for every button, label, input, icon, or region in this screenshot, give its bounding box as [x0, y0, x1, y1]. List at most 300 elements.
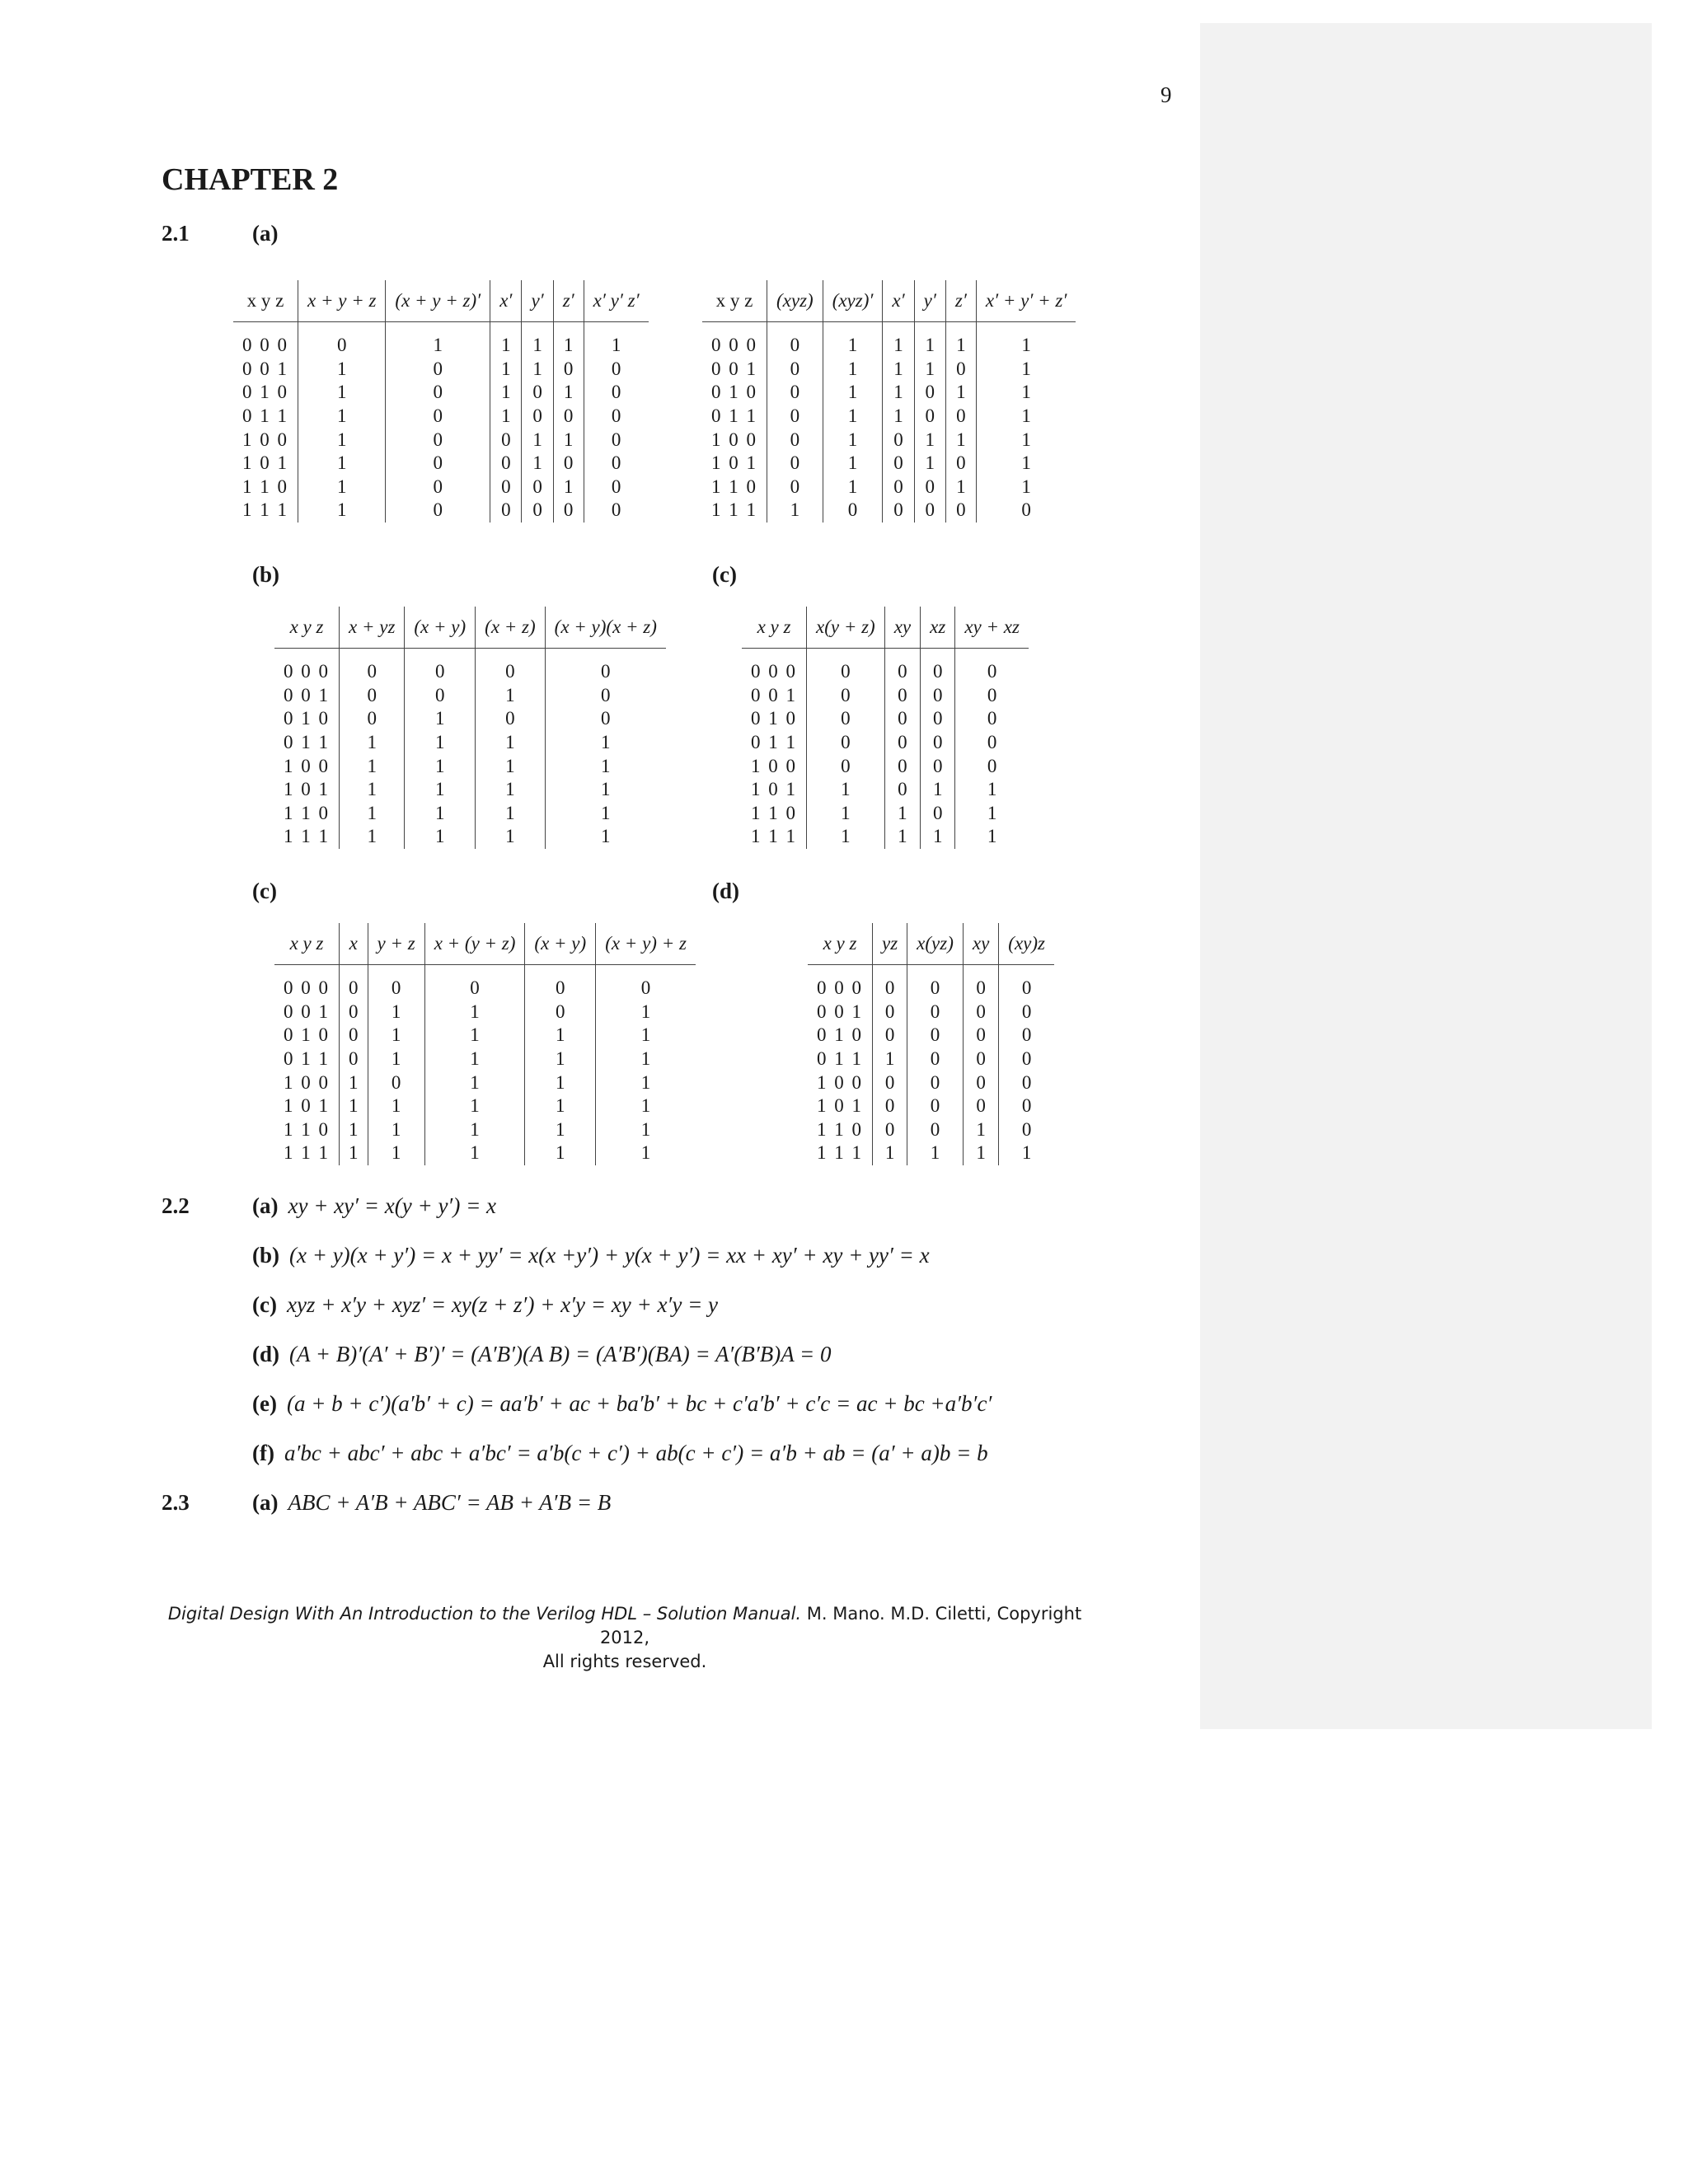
table-row	[742, 684, 1029, 708]
table-cell: 0	[584, 381, 648, 405]
table-cell: 1 0 0	[284, 1071, 330, 1093]
table-cell: 1	[921, 778, 955, 802]
table-row	[808, 1141, 1054, 1165]
table-cell: 0	[945, 452, 976, 476]
footer-rights: All rights reserved.	[542, 1652, 707, 1671]
part-c-label: (c)	[712, 562, 737, 587]
table-cell: 1	[490, 381, 522, 405]
table-cell: 1	[945, 476, 976, 499]
table-row	[742, 731, 1029, 755]
table-cell: 0	[883, 452, 914, 476]
footer-copyright	[162, 1602, 1088, 1674]
table-cell: 1	[424, 1071, 525, 1094]
table-cell: 0	[490, 476, 522, 499]
equation-text: ABC + A′B + ABC′ = AB + A′B = B	[288, 1490, 612, 1515]
table-cell: 0	[963, 1047, 998, 1071]
table-row	[742, 802, 1029, 826]
table-cell: 1	[340, 1071, 368, 1094]
equation-text: (x + y)(x + y′) = x + yy′ = x(x +y′) + y(x + y′) = xx + xy′ + xy + yy′ = x	[289, 1243, 930, 1268]
table-cell: 0	[945, 358, 976, 382]
table-cell: 1	[823, 476, 883, 499]
table-cell: 0	[340, 649, 405, 684]
equation-label: (a)	[252, 1490, 279, 1515]
table-cell: 1	[298, 452, 386, 476]
table-cell: 1	[476, 754, 546, 778]
table-cell: 1 0 0	[711, 429, 757, 450]
table-cell: 0	[963, 1094, 998, 1118]
table-cell: 0	[914, 499, 945, 523]
column-header: x + yz	[340, 607, 405, 649]
table-cell: 1	[424, 1094, 525, 1118]
table-row	[274, 1141, 696, 1165]
table-cell: 0	[907, 1001, 964, 1024]
table-cell: 0	[907, 1118, 964, 1142]
table-cell: 1	[405, 802, 476, 826]
table-cell: 1 0 0	[817, 1071, 863, 1093]
column-header: x	[340, 923, 368, 965]
table-cell: 1 1 1	[711, 499, 757, 521]
table-row	[274, 965, 696, 1001]
table-cell: 0	[386, 428, 490, 452]
table-cell: 1	[525, 1118, 596, 1142]
table-cell: 1	[807, 825, 885, 849]
column-header: x′	[883, 280, 914, 322]
table-cell: 1	[914, 428, 945, 452]
table-cell: 1	[368, 1118, 424, 1142]
table-cell: 1 1 1	[242, 499, 288, 521]
table-cell: 0	[963, 1001, 998, 1024]
table-row	[233, 358, 649, 382]
table-cell: 0 1 1	[711, 405, 757, 427]
part-c-label-2: (c)	[252, 879, 277, 903]
table-cell: 0	[807, 707, 885, 731]
table-cell: 1	[298, 428, 386, 452]
table-cell: 1	[424, 1141, 525, 1165]
equation-text: xy + xy′ = x(y + y′) = x	[288, 1193, 497, 1218]
table-cell: 1	[545, 754, 666, 778]
table-cell: 1	[298, 358, 386, 382]
table-cell: 0	[921, 802, 955, 826]
table-cell: 0	[522, 476, 553, 499]
table-cell: 1 1 1	[284, 1142, 330, 1164]
table-row	[702, 358, 1076, 382]
table-cell: 1	[976, 452, 1076, 476]
table-cell: 0	[807, 731, 885, 755]
table-cell: 1	[405, 754, 476, 778]
table-cell: 1	[522, 452, 553, 476]
table-cell: 1	[883, 381, 914, 405]
equation-label: (b)	[252, 1243, 279, 1268]
table-cell: 0	[584, 452, 648, 476]
table-cell: 1 1 0	[751, 802, 797, 823]
table-cell: 1	[596, 1141, 696, 1165]
table-row	[274, 707, 666, 731]
table-cell: 1	[340, 1118, 368, 1142]
table-cell: 0	[884, 731, 920, 755]
table-cell: 1	[340, 802, 405, 826]
table-cell: 1	[596, 1071, 696, 1094]
table-cell: 1	[873, 1141, 907, 1165]
table-cell: 1	[525, 1047, 596, 1071]
table-cell: 0	[883, 499, 914, 523]
table-cell: 1 0 0	[242, 429, 288, 450]
column-header: x′ y′ z′	[584, 280, 648, 322]
table-cell: 0	[340, 1001, 368, 1024]
column-header: (x + y) + z	[596, 923, 696, 965]
table-header-row	[702, 280, 1076, 322]
table-cell: 1	[907, 1141, 964, 1165]
table-cell: 1	[476, 825, 546, 849]
table-cell: 0	[807, 754, 885, 778]
equation-2-2f	[252, 1441, 988, 1466]
table-cell: 0 1 1	[751, 732, 797, 753]
table-cell: 0	[368, 965, 424, 1001]
table-cell: 0	[963, 965, 998, 1001]
table-cell: 0	[584, 476, 648, 499]
equation-text: (a + b + c′)(a′b′ + c) = aa′b′ + ac + ba′b′ + bc + c′a′b′ + c′c = ac + bc +a′b′c′	[286, 1391, 992, 1416]
table-cell: 0 0 0	[242, 335, 288, 356]
table-cell: 0 0 0	[284, 661, 330, 682]
table-cell: 1	[405, 778, 476, 802]
table-cell: 0	[553, 405, 584, 429]
table-cell: 0 1 0	[711, 382, 757, 403]
column-header: x y z	[274, 923, 340, 965]
table-row	[742, 778, 1029, 802]
table-cell: 0	[883, 476, 914, 499]
table-cell: 1	[424, 1118, 525, 1142]
table-cell: 1	[490, 322, 522, 358]
table-cell: 0	[955, 707, 1029, 731]
column-header: x(yz)	[907, 923, 964, 965]
chapter-title: CHAPTER 2	[162, 162, 339, 197]
table-row	[274, 731, 666, 755]
table-row	[233, 405, 649, 429]
table-cell: 0	[884, 754, 920, 778]
table-cell: 1	[914, 322, 945, 358]
table-cell: 1	[340, 778, 405, 802]
table-cell: 1	[476, 778, 546, 802]
table-cell: 0	[767, 476, 823, 499]
table-cell: 0	[525, 965, 596, 1001]
column-header: x y z	[808, 923, 873, 965]
table-row	[702, 476, 1076, 499]
section-2-3: 2.3	[162, 1490, 190, 1515]
table-cell: 0	[340, 965, 368, 1001]
table-row	[808, 1024, 1054, 1047]
table-cell: 0 1 0	[242, 382, 288, 403]
table-cell: 1	[298, 499, 386, 523]
table-cell: 1	[945, 322, 976, 358]
table-cell: 0	[767, 428, 823, 452]
table-cell: 0	[553, 499, 584, 523]
table-cell: 0	[386, 381, 490, 405]
table-cell: 1	[424, 1024, 525, 1047]
table-cell: 1	[596, 1094, 696, 1118]
table-row	[274, 1047, 696, 1071]
table-row	[274, 825, 666, 849]
table-cell: 0	[945, 405, 976, 429]
table-header-row	[274, 923, 696, 965]
table-cell: 1	[405, 731, 476, 755]
table-row	[233, 499, 649, 523]
margin-panel	[1200, 23, 1652, 1729]
column-header: x y z	[233, 280, 298, 322]
table-cell: 1	[340, 754, 405, 778]
table-cell: 0	[976, 499, 1076, 523]
table-cell: 0	[914, 405, 945, 429]
table-cell: 1	[963, 1141, 998, 1165]
table-cell: 0 1 0	[284, 1024, 330, 1046]
table-cell: 0	[873, 1094, 907, 1118]
table-row	[233, 322, 649, 358]
table-cell: 0	[823, 499, 883, 523]
table-row	[233, 452, 649, 476]
table-cell: 1	[945, 381, 976, 405]
table-cell: 0	[999, 1001, 1054, 1024]
table-cell: 0	[921, 754, 955, 778]
table-row	[742, 707, 1029, 731]
table-cell: 0	[584, 499, 648, 523]
table-cell: 0	[525, 1001, 596, 1024]
table-row	[742, 649, 1029, 684]
table-row	[742, 754, 1029, 778]
truth-table-2-1c	[742, 607, 1029, 849]
column-header: (x + y + z)′	[386, 280, 490, 322]
table-cell: 0	[386, 499, 490, 523]
column-header: (xyz)′	[823, 280, 883, 322]
table-cell: 1	[525, 1071, 596, 1094]
column-header: x(y + z)	[807, 607, 885, 649]
table-row	[702, 322, 1076, 358]
table-cell: 0	[767, 452, 823, 476]
table-cell: 1 1 0	[711, 476, 757, 497]
table-cell: 0 1 1	[284, 1048, 330, 1070]
table-cell: 1	[955, 778, 1029, 802]
table-cell: 1	[490, 405, 522, 429]
table-cell: 1 0 1	[284, 1095, 330, 1117]
table-cell: 0 0 1	[751, 684, 797, 705]
table-cell: 1	[545, 778, 666, 802]
table-cell: 0	[340, 707, 405, 731]
table-cell: 0 0 0	[284, 977, 330, 999]
table-cell: 0	[914, 381, 945, 405]
table-cell: 0	[584, 358, 648, 382]
table-row	[274, 1024, 696, 1047]
table-row	[274, 1071, 696, 1094]
table-cell: 1	[490, 358, 522, 382]
part-d-label: (d)	[712, 879, 739, 903]
table-cell: 1	[883, 358, 914, 382]
footer-book-title: Digital Design With An Introduction to the Verilog HDL – Solution Manual.	[167, 1604, 802, 1624]
table-cell: 1 1 0	[817, 1118, 863, 1140]
truth-table-2-1a-left	[233, 280, 649, 523]
table-cell: 1	[823, 358, 883, 382]
table-cell: 0	[907, 1024, 964, 1047]
table-cell: 1	[368, 1047, 424, 1071]
table-cell: 1	[525, 1024, 596, 1047]
table-cell: 1	[823, 405, 883, 429]
table-cell: 0	[340, 1047, 368, 1071]
table-cell: 1	[823, 452, 883, 476]
table-row	[808, 1001, 1054, 1024]
table-cell: 1	[405, 707, 476, 731]
table-cell: 0 0 0	[817, 977, 863, 999]
column-header: yz	[873, 923, 907, 965]
equation-text: xyz + x′y + xyz′ = xy(z + z′) + x′y = xy + x′y = y	[286, 1292, 719, 1317]
table-cell: 0	[522, 499, 553, 523]
table-cell: 0	[907, 965, 964, 1001]
table-cell: 1	[298, 405, 386, 429]
table-cell: 0	[584, 428, 648, 452]
table-row	[808, 1094, 1054, 1118]
table-cell: 0	[921, 649, 955, 684]
table-cell: 0	[368, 1071, 424, 1094]
table-row	[808, 965, 1054, 1001]
table-cell: 1	[596, 1118, 696, 1142]
table-cell: 0 1 1	[817, 1048, 863, 1070]
table-row	[808, 1118, 1054, 1142]
table-cell: 0	[405, 684, 476, 708]
table-cell: 1	[553, 381, 584, 405]
table-cell: 1 0 1	[711, 452, 757, 474]
table-cell: 1	[522, 428, 553, 452]
table-cell: 0 1 0	[817, 1024, 863, 1046]
table-cell: 0	[907, 1047, 964, 1071]
table-cell: 1	[976, 476, 1076, 499]
equation-label: (c)	[252, 1292, 277, 1317]
table-cell: 1	[368, 1141, 424, 1165]
table-row	[233, 476, 649, 499]
table-cell: 1	[955, 802, 1029, 826]
table-cell: 1	[545, 802, 666, 826]
table-cell: 0	[873, 1001, 907, 1024]
table-cell: 1 1 1	[817, 1142, 863, 1164]
table-cell: 0	[807, 649, 885, 684]
table-cell: 0	[767, 405, 823, 429]
column-header: (xyz)	[767, 280, 823, 322]
table-cell: 0	[807, 684, 885, 708]
table-cell: 1	[873, 1047, 907, 1071]
table-cell: 1 1 0	[242, 476, 288, 497]
equation-2-2c	[252, 1292, 718, 1318]
table-cell: 1	[596, 1047, 696, 1071]
equation-2-2b	[252, 1243, 930, 1268]
table-row	[702, 499, 1076, 523]
table-row	[274, 1118, 696, 1142]
table-cell: 0	[424, 965, 525, 1001]
table-cell: 1	[424, 1047, 525, 1071]
table-cell: 1	[999, 1141, 1054, 1165]
table-cell: 1	[553, 476, 584, 499]
equation-text: a′bc + abc′ + abc + a′bc′ = a′b(c + c′) + ab(c + c′) = a′b + ab = (a′ + a)b = b	[284, 1441, 988, 1465]
table-row	[274, 649, 666, 684]
table-row	[233, 428, 649, 452]
table-cell: 0	[553, 358, 584, 382]
table-cell: 0 0 1	[817, 1001, 863, 1022]
table-cell: 0 1 0	[284, 708, 330, 729]
table-cell: 1 0 1	[284, 779, 330, 800]
table-cell: 0	[386, 476, 490, 499]
table-cell: 1	[584, 322, 648, 358]
table-cell: 0	[386, 405, 490, 429]
table-cell: 1	[976, 428, 1076, 452]
column-header: z′	[553, 280, 584, 322]
table-cell: 1	[823, 428, 883, 452]
table-cell: 0	[999, 1047, 1054, 1071]
table-cell: 0	[873, 1024, 907, 1047]
table-cell: 0	[767, 322, 823, 358]
equation-text: (A + B)′(A′ + B′)′ = (A′B′)(A B) = (A′B′)(BA) = A′(B′B)A = 0	[289, 1342, 832, 1366]
table-cell: 1	[921, 825, 955, 849]
table-cell: 1	[823, 322, 883, 358]
table-cell: 1	[976, 381, 1076, 405]
table-cell: 0	[490, 428, 522, 452]
table-cell: 0	[907, 1071, 964, 1094]
table-cell: 0	[596, 965, 696, 1001]
table-cell: 0	[884, 707, 920, 731]
column-header: z′	[945, 280, 976, 322]
truth-table-2-1c-assoc	[274, 923, 696, 1165]
truth-table-2-1a-right	[702, 280, 1076, 523]
equation-label: (e)	[252, 1391, 277, 1416]
table-cell: 1 1 1	[751, 826, 797, 847]
table-header-row	[808, 923, 1054, 965]
table-row	[742, 825, 1029, 849]
table-cell: 1	[596, 1024, 696, 1047]
equation-2-3a	[252, 1490, 611, 1516]
table-cell: 1	[976, 358, 1076, 382]
column-header: (x + y)	[405, 607, 476, 649]
column-header: x + (y + z)	[424, 923, 525, 965]
table-row	[274, 802, 666, 826]
table-cell: 0	[955, 731, 1029, 755]
table-cell: 1	[553, 322, 584, 358]
table-row	[274, 754, 666, 778]
table-cell: 1	[914, 358, 945, 382]
table-cell: 0	[767, 381, 823, 405]
table-cell: 1	[525, 1141, 596, 1165]
column-header: (xy)z	[999, 923, 1054, 965]
table-cell: 0 0 1	[242, 358, 288, 379]
table-cell: 1	[976, 322, 1076, 358]
table-row	[702, 405, 1076, 429]
table-cell: 1	[386, 322, 490, 358]
table-row	[233, 381, 649, 405]
table-cell: 0	[999, 1094, 1054, 1118]
table-cell: 1 0 1	[817, 1095, 863, 1117]
table-row	[702, 381, 1076, 405]
column-header: (x + y)	[525, 923, 596, 965]
table-cell: 1 1 0	[284, 802, 330, 823]
table-cell: 0	[884, 684, 920, 708]
table-row	[274, 1094, 696, 1118]
table-cell: 0	[767, 358, 823, 382]
table-cell: 1	[340, 731, 405, 755]
truth-table-2-1d	[808, 923, 1054, 1165]
table-cell: 0 0 1	[711, 358, 757, 379]
table-cell: 0	[386, 358, 490, 382]
table-cell: 0 0 0	[751, 661, 797, 682]
table-cell: 0	[490, 499, 522, 523]
table-cell: 1	[368, 1094, 424, 1118]
table-cell: 0	[921, 731, 955, 755]
table-cell: 0 0 1	[284, 684, 330, 705]
section-2-2: 2.2	[162, 1193, 190, 1218]
table-cell: 1	[525, 1094, 596, 1118]
table-row	[702, 452, 1076, 476]
table-cell: 1	[340, 825, 405, 849]
table-cell: 1	[522, 322, 553, 358]
